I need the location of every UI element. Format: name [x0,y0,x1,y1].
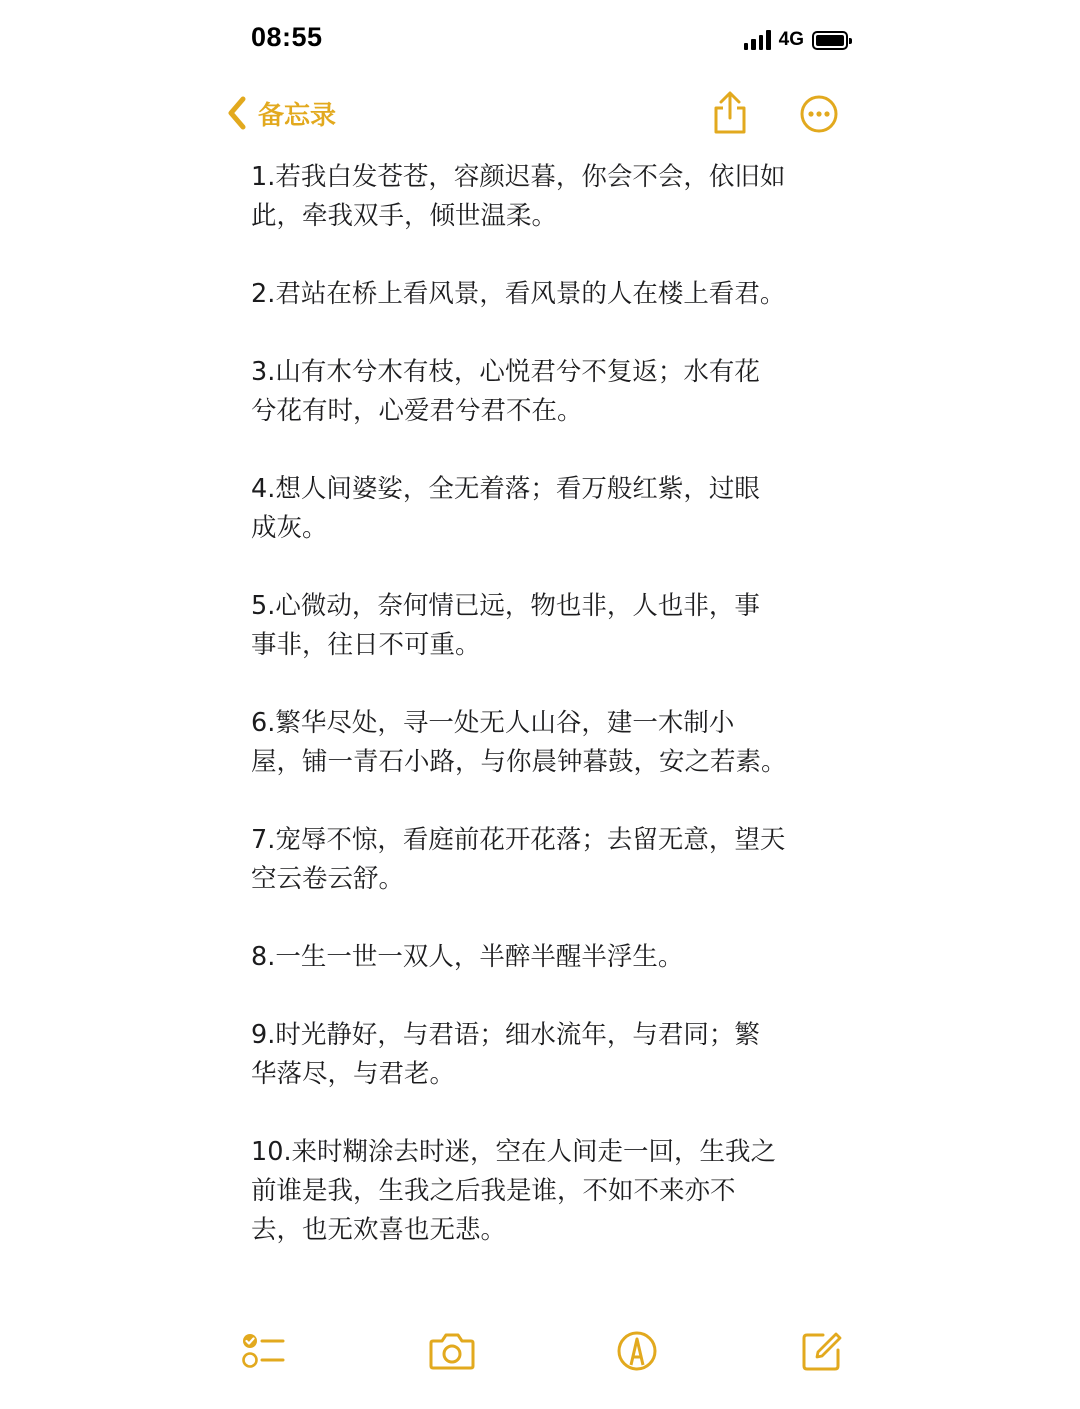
back-button[interactable] [226,88,336,138]
back-label: 备忘录 [258,100,337,131]
checklist-button[interactable] [238,1326,288,1376]
checklist-icon [238,1326,288,1376]
note-line: 4.想人间婆娑，全无着落；看万般红紫，过眼 成灰。 [251,474,760,543]
chevron-left-icon [226,96,248,130]
more-button[interactable] [797,90,841,136]
note-line: 10.来时糊涂去时迷，空在人间走一回，生我之 前谁是我，生我之后我是谁，不如不来亦不 去，也无欢喜也无悲。 [251,1137,777,1245]
camera-icon [427,1326,477,1376]
camera-button[interactable] [427,1326,477,1376]
note-line: 6.繁华尽处，寻一处无人山谷，建一木制小 屋，铺一青石小路，与你晨钟暮鼓，安之若素。 [251,708,787,777]
note-line: 7.宠辱不惊，看庭前花开花落；去留无意，望天 空云卷云舒。 [251,825,786,894]
share-button[interactable] [708,90,752,136]
bottom-toolbar [0,1326,1080,1376]
signal-strength-icon [744,30,771,50]
note-line: 9.时光静好，与君语；细水流年，与君同；繁 华落尽，与君老。 [251,1020,760,1089]
nav-bar [0,88,1080,138]
note-line: 2.君站在桥上看风景，看风景的人在楼上看君。 [251,279,786,309]
note-body[interactable] [251,158,841,1289]
markup-button[interactable] [612,1326,662,1376]
status-bar [0,0,1080,80]
compose-icon [797,1326,847,1376]
note-line: 1.若我白发苍苍，容颜迟暮，你会不会，依旧如 此，牵我双手，倾世温柔。 [251,162,786,231]
status-indicators [744,26,848,54]
note-line: 8.一生一世一双人，半醉半醒半浮生。 [251,942,684,972]
share-icon [708,90,752,136]
note-line: 3.山有木兮木有枝，心悦君兮不复返；水有花 兮花有时，心爱君兮君不在。 [251,357,760,426]
markup-pen-icon [612,1326,662,1376]
status-time: 08:55 [251,22,323,52]
note-line: 5.心微动，奈何情已远，物也非，人也非，事 事非，往日不可重。 [251,591,760,660]
network-type: 4G [778,29,804,50]
battery-icon [812,31,848,50]
compose-button[interactable] [797,1326,847,1376]
more-ellipsis-icon [797,90,841,136]
